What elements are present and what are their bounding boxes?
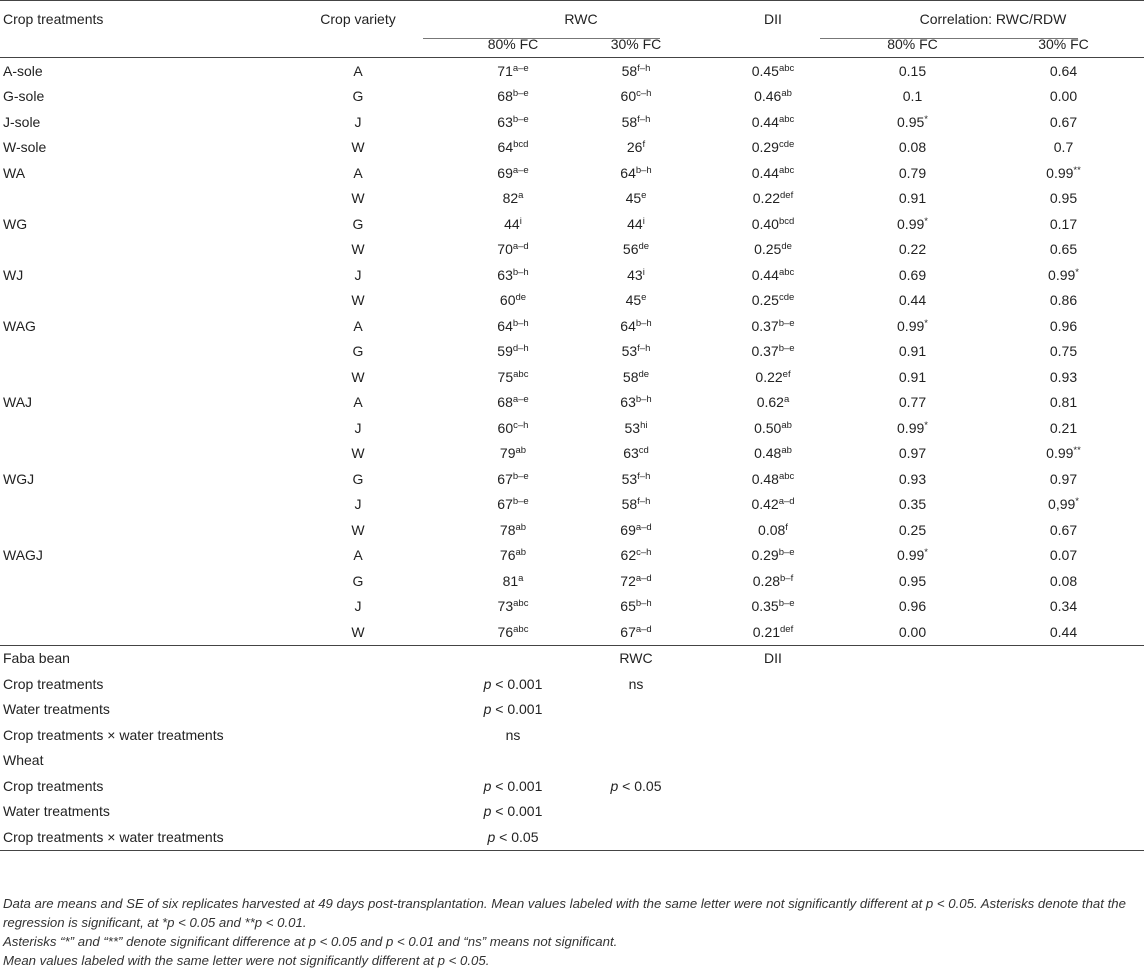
cell-corr-30-superscript: * [1075, 266, 1079, 278]
cell-treatment: WG [3, 215, 28, 232]
cell-variety: J [354, 419, 362, 436]
cell-dii-superscript: abc [778, 113, 795, 125]
cell-corr-30-superscript: * [1075, 496, 1079, 508]
cell-rwc-30-superscript: f–h [637, 113, 651, 125]
wheat-title: Wheat [3, 752, 44, 769]
cell-rwc-30-superscript: i [642, 266, 645, 278]
cell-corr-80: 0.99 [897, 317, 925, 334]
table-row [0, 492, 1144, 518]
cell-rwc-30-superscript: b–h [635, 164, 652, 176]
table-footnotes [3, 894, 1141, 970]
cell-corr-30: 0.75 [1049, 343, 1078, 360]
cell-rwc-30-superscript: e [641, 292, 647, 304]
faba-dii-label: DII [764, 650, 782, 667]
cell-rwc-80-superscript: ab [515, 445, 527, 457]
cell-dii: 0.21 [752, 623, 781, 640]
table-row [0, 568, 1144, 594]
cell-rwc-80-superscript: c–h [513, 419, 529, 431]
cell-dii-superscript: ab [781, 445, 792, 457]
cell-rwc-80: 64 [497, 139, 514, 156]
table-row [0, 288, 1144, 314]
cell-rwc-30-superscript: i [642, 215, 645, 227]
cell-treatment: WAJ [3, 394, 33, 411]
cell-dii-superscript: cde [778, 139, 795, 151]
cell-dii-superscript: f [785, 521, 788, 533]
cell-corr-80: 0.25 [898, 521, 927, 538]
faba-interaction-label: Crop treatments × water treatments [3, 726, 224, 743]
footnote-2: Asterisks “*” and “**” denote significant difference at p < 0.05 and p < 0.01 and “ns” means not significant. [3, 934, 618, 949]
cell-dii: 0.25 [751, 292, 779, 309]
faba-rwc-label: RWC [619, 650, 653, 667]
cell-corr-80: 0.99 [897, 547, 925, 564]
cell-rwc-80-superscript: b–e [512, 470, 529, 482]
cell-corr-30: 0.34 [1049, 598, 1078, 615]
cell-dii-superscript: a–d [778, 496, 795, 508]
cell-corr-80: 0.96 [898, 598, 927, 615]
cell-rwc-80: 71 [497, 62, 513, 79]
cell-corr-80: 0.99 [897, 215, 925, 232]
cell-dii: 0.37 [751, 343, 779, 360]
cell-dii-superscript: b–e [778, 317, 795, 329]
cell-dii-superscript: abc [778, 164, 795, 176]
cell-rwc-80-superscript: a [518, 190, 524, 202]
footnote-1: Data are means and SE of six replicates harvested at 49 days post-transplantation. Mean values labeled with the same letter were not significantly different at p < 0.05. Asterisks denote that the regression is significant, at *p < 0.05 and **p < 0.01. [3, 896, 1126, 930]
cell-rwc-80: 67 [497, 496, 513, 513]
stats-section [0, 645, 1144, 850]
cell-rwc-80-superscript: i [519, 215, 522, 227]
header-corr-30fc: 30% FC [1038, 36, 1089, 53]
wheat-water-rwc: p < 0.001 [483, 803, 543, 820]
cell-variety: W [351, 521, 365, 538]
cell-rwc-80: 64 [497, 317, 513, 334]
cell-dii: 0.50 [754, 419, 782, 436]
cell-corr-30: 0.08 [1049, 572, 1078, 589]
cell-variety: J [354, 496, 362, 513]
cell-rwc-30-superscript: de [638, 368, 650, 380]
cell-dii-superscript: abc [778, 62, 795, 74]
cell-variety: W [351, 445, 365, 462]
cell-rwc-80: 67 [497, 470, 513, 487]
cell-variety: G [352, 343, 364, 360]
cell-corr-30: 0,99 [1048, 496, 1076, 513]
cell-dii: 0.40 [751, 215, 779, 232]
cell-rwc-80: 76 [499, 547, 516, 564]
cell-corr-80: 0.22 [898, 241, 927, 258]
faba-crop-label: Crop treatments [3, 675, 104, 692]
cell-corr-30: 0.07 [1049, 547, 1078, 564]
cell-dii: 0.35 [751, 598, 779, 615]
cell-rwc-30: 64 [620, 164, 636, 181]
cell-rwc-30-superscript: c–h [636, 88, 652, 100]
wheat-interaction-rwc: p < 0.05 [487, 828, 539, 845]
cell-rwc-80-superscript: b–e [512, 88, 529, 100]
cell-corr-30: 0.81 [1049, 394, 1078, 411]
cell-corr-80: 0.35 [898, 496, 927, 513]
cell-rwc-30: 58 [622, 368, 639, 385]
cell-rwc-30: 56 [622, 241, 639, 258]
cell-variety: J [354, 113, 362, 130]
wheat-crop-rwc: p < 0.001 [483, 777, 543, 794]
faba-crop-rwc: p < 0.001 [483, 675, 543, 692]
cell-dii: 0.37 [751, 317, 779, 334]
table-row [0, 109, 1144, 135]
cell-dii-superscript: cde [778, 292, 795, 304]
cell-rwc-30: 58 [621, 496, 638, 513]
cell-rwc-80: 59 [497, 343, 513, 360]
cell-rwc-80-superscript: abc [513, 598, 529, 610]
cell-corr-30-superscript: ** [1073, 164, 1081, 176]
cell-rwc-30-superscript: de [638, 241, 650, 253]
cell-corr-30: 0.99 [1046, 445, 1074, 462]
cell-rwc-30: 45 [625, 190, 642, 207]
header-crop-treatments: Crop treatments [3, 10, 104, 27]
cell-corr-80-superscript: * [924, 317, 928, 329]
header-rwc: RWC [564, 10, 598, 27]
cell-variety: A [353, 62, 363, 79]
cell-dii-superscript: def [780, 623, 794, 635]
cell-rwc-80-superscript: b–h [512, 266, 529, 278]
cell-treatment: G-sole [3, 88, 45, 105]
cell-dii: 0.62 [756, 394, 784, 411]
cell-dii-superscript: a [783, 394, 790, 406]
cell-rwc-80-superscript: abc [513, 368, 529, 380]
cell-rwc-80: 82 [502, 190, 519, 207]
table-row [0, 390, 1144, 416]
cell-corr-80: 0.93 [898, 470, 927, 487]
table-row [0, 517, 1144, 543]
cell-rwc-80-superscript: d–h [512, 343, 529, 355]
cell-dii-superscript: ab [781, 419, 792, 431]
cell-corr-80: 0.79 [898, 164, 927, 181]
cell-rwc-30-superscript: hi [640, 419, 648, 431]
cell-rwc-30: 62 [620, 547, 637, 564]
cell-rwc-80-superscript: b–e [512, 113, 529, 125]
cell-rwc-80: 68 [497, 394, 513, 411]
header-crop-variety: Crop variety [320, 10, 396, 27]
cell-corr-80-superscript: * [924, 547, 928, 559]
cell-rwc-30: 63 [620, 394, 636, 411]
cell-corr-80: 0.91 [898, 190, 927, 207]
cell-corr-30: 0.67 [1049, 113, 1078, 130]
cell-rwc-30-superscript: f–h [637, 470, 651, 482]
cell-rwc-30: 53 [624, 419, 641, 436]
table-row [0, 543, 1144, 569]
cell-corr-30: 0.93 [1049, 368, 1078, 385]
cell-corr-30: 0.21 [1049, 419, 1078, 436]
cell-dii-superscript: b–e [778, 343, 795, 355]
table-row [0, 237, 1144, 263]
top-rule [0, 0, 1144, 1]
cell-treatment: A-sole [3, 62, 43, 79]
cell-rwc-80: 68 [497, 88, 513, 105]
cell-corr-80: 0.77 [898, 394, 927, 411]
cell-rwc-80-superscript: a–e [512, 62, 529, 74]
cell-treatment: WA [3, 164, 26, 181]
faba-water-rwc: p < 0.001 [483, 701, 543, 718]
wheat-water-label: Water treatments [3, 803, 110, 820]
cell-variety: W [351, 292, 365, 309]
cell-rwc-80: 73 [497, 598, 514, 615]
table-row [0, 466, 1144, 492]
cell-variety: A [353, 317, 363, 334]
cell-rwc-30-superscript: c–h [636, 547, 652, 559]
cell-treatment: WGJ [3, 470, 35, 487]
cell-dii: 0.22 [752, 190, 781, 207]
cell-dii-superscript: b–e [778, 598, 795, 610]
cell-variety: J [354, 598, 362, 615]
cell-dii-superscript: def [780, 190, 794, 202]
cell-variety: A [353, 394, 363, 411]
cell-rwc-30: 58 [621, 62, 638, 79]
cell-dii: 0.46 [754, 88, 782, 105]
cell-rwc-80-superscript: a–e [512, 164, 529, 176]
cell-dii-superscript: bcd [778, 215, 795, 227]
cell-rwc-80: 75 [497, 368, 514, 385]
cell-corr-80-superscript: * [924, 113, 928, 125]
header-dii: DII [764, 10, 782, 27]
cell-rwc-80-superscript: bcd [513, 139, 529, 151]
cell-corr-80: 0.97 [898, 445, 927, 462]
cell-corr-30: 0.7 [1053, 139, 1074, 156]
cell-rwc-30-superscript: f–h [637, 496, 651, 508]
cell-corr-30: 0.44 [1049, 623, 1078, 640]
faba-title: Faba bean [3, 650, 70, 667]
cell-rwc-30: 43 [627, 266, 643, 283]
cell-corr-30-superscript: ** [1073, 445, 1081, 457]
cell-corr-80: 0.95 [897, 113, 925, 130]
cell-corr-80: 0.44 [898, 292, 927, 309]
cell-corr-80: 0.1 [902, 88, 923, 105]
cell-rwc-80: 44 [504, 215, 520, 232]
table-row [0, 58, 1144, 84]
footnote-3: Mean values labeled with the same letter were not significantly different at p < 0.05. [3, 953, 490, 968]
cell-treatment: WAGJ [3, 547, 43, 564]
cell-rwc-80-superscript: a–d [512, 241, 529, 253]
cell-rwc-30: 58 [621, 113, 638, 130]
cell-dii: 0.08 [758, 521, 786, 538]
cell-rwc-30: 64 [620, 317, 636, 334]
cell-dii-superscript: ab [781, 88, 792, 100]
cell-dii-superscript: ef [782, 368, 791, 380]
cell-rwc-30-superscript: b–h [635, 317, 652, 329]
cell-variety: J [354, 266, 362, 283]
cell-corr-80: 0.15 [898, 62, 927, 79]
cell-variety: A [353, 164, 363, 181]
cell-rwc-80: 70 [497, 241, 513, 258]
cell-corr-30: 0.97 [1049, 470, 1078, 487]
cell-corr-80: 0.99 [897, 419, 925, 436]
cell-rwc-80: 60 [497, 419, 514, 436]
cell-rwc-30: 45 [625, 292, 642, 309]
table-row [0, 211, 1144, 237]
cell-rwc-80-superscript: b–h [512, 317, 529, 329]
cell-corr-80: 0.00 [898, 623, 927, 640]
cell-corr-80: 0.08 [898, 139, 927, 156]
header-correlation: Correlation: RWC/RDW [919, 10, 1067, 27]
cell-corr-80: 0.69 [898, 266, 927, 283]
table-row [0, 415, 1144, 441]
cell-corr-30: 0.99 [1048, 266, 1076, 283]
cell-rwc-30: 69 [620, 521, 636, 538]
table-row [0, 619, 1144, 645]
cell-dii-superscript: b–e [778, 547, 795, 559]
cell-rwc-30: 67 [620, 623, 636, 640]
cell-rwc-80-superscript: a–e [512, 394, 529, 406]
cell-dii: 0.28 [752, 572, 781, 589]
cell-corr-30: 0.96 [1049, 317, 1078, 334]
cell-rwc-80: 79 [499, 445, 516, 462]
table-row [0, 364, 1144, 390]
cell-corr-30: 0.65 [1049, 241, 1078, 258]
cell-corr-80: 0.91 [898, 368, 927, 385]
cell-corr-80: 0.91 [898, 343, 927, 360]
cell-dii-superscript: de [781, 241, 792, 253]
cell-rwc-80: 63 [497, 266, 513, 283]
cell-dii: 0.42 [751, 496, 779, 513]
cell-variety: G [352, 215, 364, 232]
cell-rwc-30-superscript: b–h [635, 394, 652, 406]
cell-dii: 0.44 [751, 266, 779, 283]
cell-dii: 0.48 [751, 470, 779, 487]
cell-rwc-80: 63 [497, 113, 513, 130]
cell-rwc-30: 60 [620, 88, 637, 105]
cell-corr-80-superscript: * [924, 215, 928, 227]
table-row [0, 135, 1144, 161]
cell-treatment: J-sole [3, 113, 41, 130]
cell-dii-superscript: abc [778, 266, 795, 278]
table-body [0, 58, 1144, 646]
cell-rwc-30: 44 [627, 215, 643, 232]
data-table [0, 6, 1144, 851]
faba-water-label: Water treatments [3, 701, 110, 718]
cell-corr-30: 0.67 [1049, 521, 1078, 538]
cell-dii: 0.29 [751, 139, 779, 156]
cell-treatment: W-sole [3, 139, 47, 156]
cell-rwc-80: 69 [497, 164, 513, 181]
cell-rwc-30-superscript: e [641, 190, 647, 202]
cell-treatment: WJ [3, 266, 24, 283]
wheat-crop-dii: p < 0.05 [610, 777, 662, 794]
cell-rwc-80-superscript: ab [515, 547, 527, 559]
cell-variety: A [353, 547, 363, 564]
cell-variety: G [352, 572, 364, 589]
cell-rwc-80-superscript: b–e [512, 496, 529, 508]
cell-variety: W [351, 368, 365, 385]
cell-rwc-30-superscript: a–d [635, 572, 652, 584]
cell-rwc-30-superscript: cd [638, 445, 649, 457]
cell-dii: 0.22 [755, 368, 783, 385]
cell-corr-80-superscript: * [924, 419, 928, 431]
cell-corr-30: 0.95 [1049, 190, 1078, 207]
table-row [0, 84, 1144, 110]
cell-rwc-30: 63 [623, 445, 639, 462]
header-corr-80fc: 80% FC [887, 36, 938, 53]
cell-rwc-30: 65 [620, 598, 636, 615]
table-row [0, 186, 1144, 212]
faba-crop-dii: ns [628, 675, 644, 692]
cell-variety: W [351, 623, 365, 640]
cell-variety: W [351, 139, 365, 156]
cell-rwc-80: 60 [499, 292, 516, 309]
cell-rwc-80-superscript: ab [515, 521, 527, 533]
cell-corr-30: 0.17 [1049, 215, 1078, 232]
cell-rwc-30-superscript: b–h [635, 598, 652, 610]
table-row [0, 441, 1144, 467]
cell-rwc-30: 53 [621, 343, 638, 360]
table-row [0, 160, 1144, 186]
cell-treatment: WAG [3, 317, 36, 334]
cell-corr-30: 0.86 [1049, 292, 1078, 309]
table-row [0, 339, 1144, 365]
cell-dii: 0.44 [751, 164, 779, 181]
table-row [0, 594, 1144, 620]
cell-variety: W [351, 241, 365, 258]
cell-rwc-30-superscript: a–d [635, 623, 652, 635]
cell-dii: 0.29 [751, 547, 779, 564]
cell-corr-30: 0.64 [1049, 62, 1078, 79]
cell-rwc-30-superscript: a–d [635, 521, 652, 533]
cell-dii: 0.44 [751, 113, 779, 130]
header-rwc-80fc: 80% FC [487, 36, 539, 53]
cell-dii: 0.45 [751, 62, 779, 79]
wheat-interaction-label: Crop treatments × water treatments [3, 828, 224, 845]
cell-dii-superscript: abc [778, 470, 795, 482]
cell-dii-superscript: b–f [780, 572, 794, 584]
cell-rwc-30: 72 [620, 572, 636, 589]
table-row [0, 313, 1144, 339]
cell-dii: 0.25 [754, 241, 782, 258]
cell-rwc-80: 78 [499, 521, 516, 538]
cell-rwc-30: 53 [621, 470, 638, 487]
wheat-crop-label: Crop treatments [3, 777, 104, 794]
cell-corr-30: 0.00 [1049, 88, 1078, 105]
cell-variety: G [352, 88, 364, 105]
cell-rwc-30: 26 [626, 139, 643, 156]
cell-corr-80: 0.95 [898, 572, 927, 589]
table-row [0, 262, 1144, 288]
cell-rwc-30-superscript: f–h [637, 62, 651, 74]
cell-rwc-30-superscript: f–h [637, 343, 651, 355]
cell-corr-30: 0.99 [1046, 164, 1074, 181]
cell-dii: 0.48 [754, 445, 782, 462]
cell-variety: G [352, 470, 364, 487]
cell-rwc-30-superscript: f [642, 139, 646, 151]
cell-rwc-80-superscript: a [518, 572, 524, 584]
cell-rwc-80: 81 [502, 572, 519, 589]
header-rwc-30fc: 30% FC [610, 36, 662, 53]
cell-variety: W [351, 190, 365, 207]
cell-rwc-80-superscript: de [515, 292, 527, 304]
faba-interaction-rwc: ns [505, 726, 521, 743]
cell-rwc-80: 76 [497, 623, 514, 640]
cell-rwc-80-superscript: abc [513, 623, 529, 635]
